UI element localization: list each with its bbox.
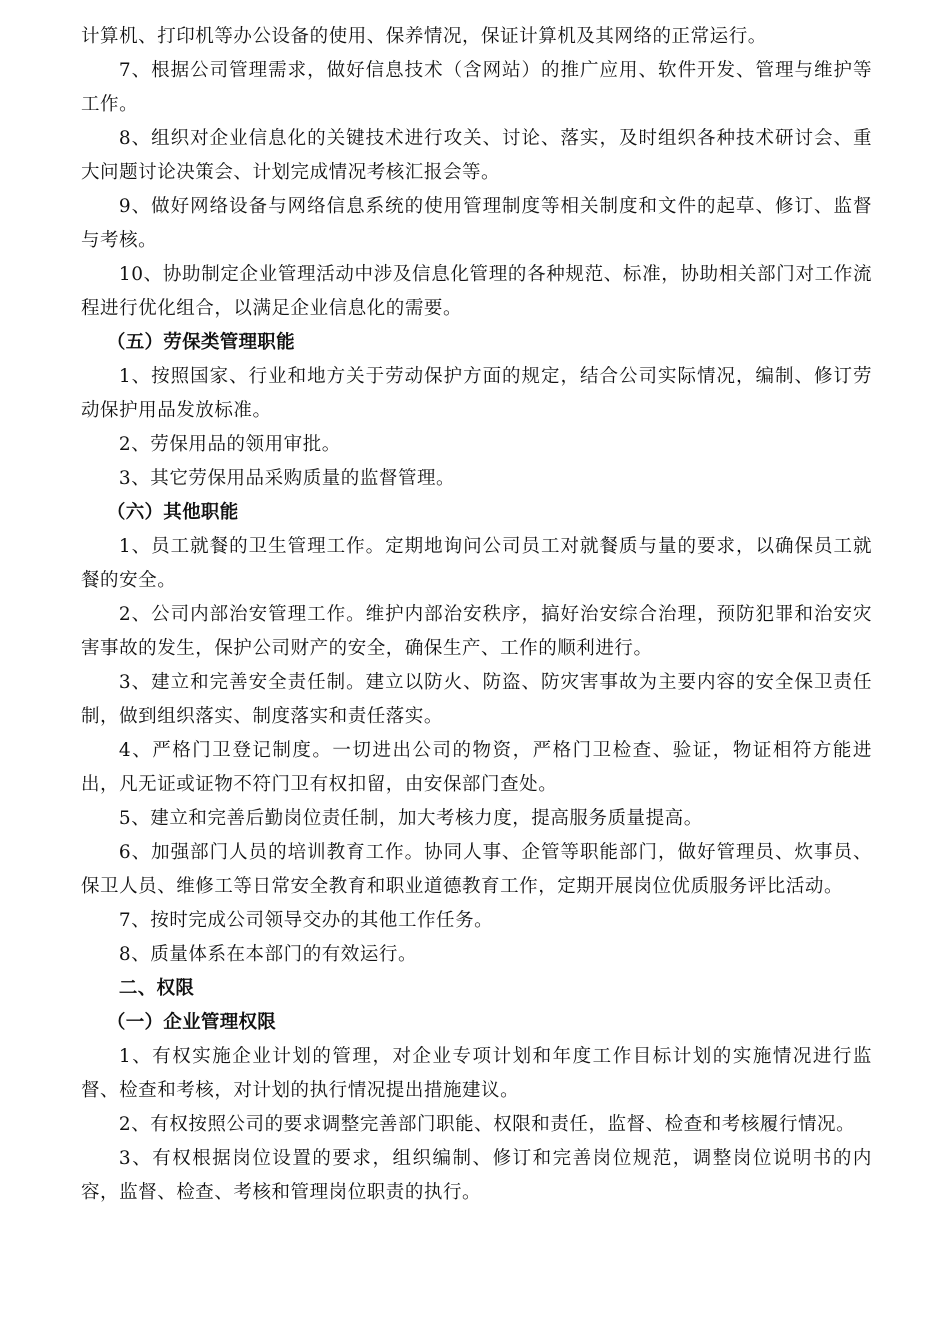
paragraph: 3、有权根据岗位设置的要求，组织编制、修订和完善岗位规范，调整岗位说明书的内容，监督、检查、考核和管理岗位职责的执行。: [81, 1148, 872, 1203]
paragraph: 1、有权实施企业计划的管理，对企业专项计划和年度工作目标计划的实施情况进行监督、检查和考核，对计划的执行情况提出措施建议。: [81, 1046, 872, 1101]
paragraph: 2、公司内部治安管理工作。维护内部治安秩序，搞好治安综合治理，预防犯罪和治安灾害事故的发生，保护公司财产的安全，确保生产、工作的顺利进行。: [81, 604, 872, 659]
paragraph: 1、员工就餐的卫生管理工作。定期地询问公司员工对就餐质与量的要求，以确保员工就餐的安全。: [81, 536, 872, 591]
paragraph: 5、建立和完善后勤岗位责任制，加大考核力度，提高服务质量提高。: [118, 808, 703, 829]
paragraph: 计算机、打印机等办公设备的使用、保养情况，保证计算机及其网络的正常运行。: [81, 26, 767, 47]
paragraph: 2、有权按照公司的要求调整完善部门职能、权限和责任，监督、检查和考核履行情况。: [118, 1114, 856, 1135]
section-heading: （一）企业管理权限: [106, 1012, 277, 1033]
paragraph: 8、质量体系在本部门的有效运行。: [118, 944, 417, 965]
paragraph: 7、按时完成公司领导交办的其他工作任务。: [118, 910, 494, 931]
paragraph: 2、劳保用品的领用审批。: [118, 434, 341, 455]
paragraph: 1、按照国家、行业和地方关于劳动保护方面的规定，结合公司实际情况，编制、修订劳动保护用品发放标准。: [81, 366, 872, 421]
paragraph: 9、做好网络设备与网络信息系统的使用管理制度等相关制度和文件的起草、修订、监督与考核。: [81, 196, 872, 251]
paragraph: 3、建立和完善安全责任制。建立以防火、防盗、防灾害事故为主要内容的安全保卫责任制，做到组织落实、制度落实和责任落实。: [81, 672, 872, 727]
section-heading: （六）其他职能: [106, 502, 239, 523]
paragraph: 8、组织对企业信息化的关键技术进行攻关、讨论、落实，及时组织各种技术研讨会、重大问题讨论决策会、计划完成情况考核汇报会等。: [81, 128, 872, 183]
section-heading: （五）劳保类管理职能: [106, 332, 295, 353]
paragraph: 4、严格门卫登记制度。一切进出公司的物资，严格门卫检查、验证，物证相符方能进出，凡无证或证物不符门卫有权扣留，由安保部门查处。: [81, 740, 872, 795]
paragraph: 6、加强部门人员的培训教育工作。协同人事、企管等职能部门，做好管理员、炊事员、保卫人员、维修工等日常安全教育和职业道德教育工作，定期开展岗位优质服务评比活动。: [81, 842, 872, 897]
chapter-heading: 二、权限: [118, 978, 195, 999]
paragraph: 3、其它劳保用品采购质量的监督管理。: [118, 468, 456, 489]
paragraph: 10、协助制定企业管理活动中涉及信息化管理的各种规范、标准，协助相关部门对工作流程进行优化组合，以满足企业信息化的需要。: [81, 264, 872, 319]
paragraph: 7、根据公司管理需求，做好信息技术（含网站）的推广应用、软件开发、管理与维护等工作。: [81, 60, 872, 115]
